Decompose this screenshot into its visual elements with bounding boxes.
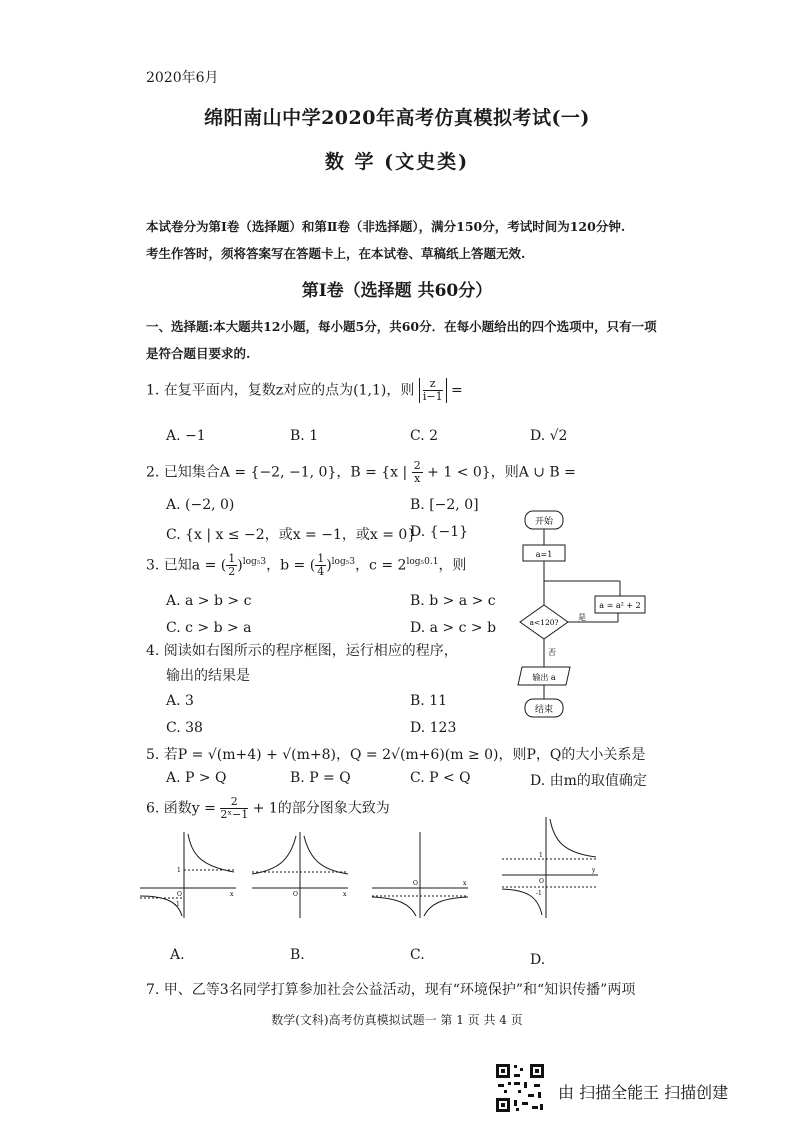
q1-option-b: B. 1 (290, 428, 319, 444)
flow-cond-text: a<120? (529, 618, 559, 627)
q5-option-a: A. P > Q (166, 770, 227, 786)
q3-half-num: 1 (228, 552, 236, 565)
question-3 (146, 553, 466, 578)
graph-label-d: D. (530, 952, 546, 968)
exam-subtitle: 数 学 (文史类) (324, 151, 470, 173)
q6-frac (220, 796, 248, 821)
q3-stem-c: ，b = ( (266, 557, 316, 574)
graph-c-label-x: x (463, 880, 467, 887)
q3-stem-a: 3. 已知a = ( (146, 557, 227, 574)
q2-option-b: B. [−2, 0] (410, 497, 479, 513)
q1-abs (419, 378, 447, 403)
q1-den: i−1 (422, 390, 443, 403)
flowchart (500, 505, 660, 725)
q1-num: z (423, 378, 443, 391)
graph-c-label-o: O (413, 880, 418, 887)
part-intro: 一、选择题:本大题共12小题，每小题5分，共60分．在每小题给出的四个选项中，只有一项是符合题目要求的. (146, 319, 657, 361)
q3-option-a: A. a > b > c (166, 593, 252, 609)
graph-a-label-neg1: -1 (174, 901, 180, 908)
graph-b-right-branch (304, 836, 348, 874)
instruction-line-1: 本试卷分为第Ⅰ卷（选择题）和第Ⅱ卷（非选择题），满分150分，考试时间为120分钟. (146, 219, 626, 234)
q3-option-c: C. c > b > a (166, 620, 252, 636)
graph-a-label-x: x (230, 891, 234, 898)
q3-stem-b: ) (237, 557, 243, 574)
q1-option-a: A. −1 (166, 428, 206, 444)
q4-option-b: B. 11 (410, 693, 448, 709)
q6-stem-a: 6. 函数y = (146, 800, 216, 817)
q1-option-c: C. 2 (410, 428, 439, 444)
q1-eq: = (451, 382, 463, 399)
q2-option-a: A. (−2, 0) (166, 497, 235, 513)
q6-den: 2ˣ−1 (220, 808, 249, 821)
q6-stem-b: + 1的部分图象大致为 (252, 800, 390, 817)
exam-title: 绵阳南山中学2020年高考仿真模拟考试(一) (204, 107, 590, 129)
flow-no-text: 否 (548, 648, 556, 657)
q1-option-d: D. √2 (530, 428, 568, 444)
graph-d (500, 815, 600, 920)
question-7: 7. 甲、乙等3名同学打算参加社会公益活动，现有“环境保护”和“知识传播”两项 (146, 982, 636, 998)
flow-yes-text: 是 (578, 613, 586, 622)
q2-option-d: D. {−1} (410, 524, 469, 540)
graph-a-label-o: O (177, 891, 182, 898)
question-1 (146, 378, 463, 403)
q2-option-c: C. {x | x ≤ −2，或x = −1，或x = 0} (166, 527, 417, 543)
graph-b-left-branch (252, 836, 296, 874)
scanner-watermark: 由 扫描全能王 扫描创建 (558, 1083, 729, 1102)
flow-start-text: 开始 (534, 517, 554, 527)
graph-d-label-y: y (592, 867, 596, 874)
graph-b-label-x: x (343, 891, 347, 898)
question-4-line-2: 输出的结果是 (166, 668, 250, 684)
q5-option-d: D. 由m的取值确定 (530, 773, 647, 789)
q4-option-a: A. 3 (166, 693, 194, 709)
q3-log3: log₅0.1 (406, 556, 439, 567)
q2-num: 2 (413, 459, 421, 472)
graph-a-label-1: 1 (177, 867, 181, 874)
exam-date: 2020年6月 (146, 70, 219, 86)
graph-label-b: B. (290, 947, 305, 963)
q3-log1: log₅3 (242, 556, 267, 567)
graph-d-label-o: O (539, 878, 544, 885)
q3-option-b: B. b > a > c (410, 593, 496, 609)
q2-stem-b: + 1 < 0}，则A ∪ B = (427, 464, 576, 481)
q3-quarter-den: 4 (317, 565, 325, 578)
graph-c-right-branch (424, 897, 468, 916)
question-4-line-1: 4. 阅读如右图所示的程序框图，运行相应的程序， (146, 643, 458, 659)
graph-c-left-branch (372, 897, 416, 916)
flow-update-text: a = a² + 2 (599, 601, 641, 610)
q2-stem-a: 2. 已知集合A = {−2, −1, 0}，B = {x | (146, 464, 408, 481)
q2-den: x (414, 472, 421, 485)
instruction-line-2: 考生作答时，须将答案写在答题卡上，在本试卷、草稿纸上答题无效. (146, 246, 526, 261)
section-title: 第Ⅰ卷（选择题 共60分） (301, 281, 493, 301)
q4-option-c: C. 38 (166, 720, 203, 736)
question-6 (146, 796, 390, 821)
graph-a-right-branch (188, 834, 234, 872)
graph-b (250, 830, 350, 920)
q4-option-d: D. 123 (410, 720, 457, 736)
q3-log2: log₅3 (331, 556, 356, 567)
q3-stem-e: ，c = 2 (355, 557, 407, 574)
graph-d-right-branch (550, 819, 596, 857)
question-5: 5. 若P = √(m+4) + √(m+8)，Q = 2√(m+6)(m ≥ 0)，则P，Q的大小关系是 (146, 747, 646, 763)
q3-half-den: 2 (228, 565, 236, 578)
flow-init-text: a=1 (535, 550, 553, 559)
q5-option-b: B. P = Q (290, 770, 351, 786)
graph-d-label-neg1: -1 (536, 890, 542, 897)
graph-d-label-1: 1 (539, 852, 543, 859)
question-2 (146, 460, 576, 485)
graph-c (370, 830, 470, 920)
q3-option-d: D. a > c > b (410, 620, 497, 636)
q2-frac (412, 460, 423, 485)
flow-end-text: 结束 (534, 705, 554, 715)
page-footer: 数学(文科)高考仿真模拟试题一 第 1 页 共 4 页 (271, 1013, 523, 1027)
graph-a (138, 830, 238, 920)
flow-output-text: 输出 a (532, 673, 556, 682)
q3-stem-d: ) (326, 557, 332, 574)
q3-quarter-num: 1 (317, 552, 325, 565)
q5-option-c: C. P < Q (410, 770, 471, 786)
graph-label-c: C. (410, 947, 425, 963)
graph-b-label-o: O (293, 891, 298, 898)
q6-num: 2 (220, 796, 248, 809)
q3-stem-f: ，则 (438, 557, 467, 574)
q1-stem: 1. 在复平面内，复数z对应的点为(1,1)，则 (146, 382, 415, 399)
qr-code-icon (494, 1062, 546, 1114)
graph-label-a: A. (170, 947, 185, 963)
